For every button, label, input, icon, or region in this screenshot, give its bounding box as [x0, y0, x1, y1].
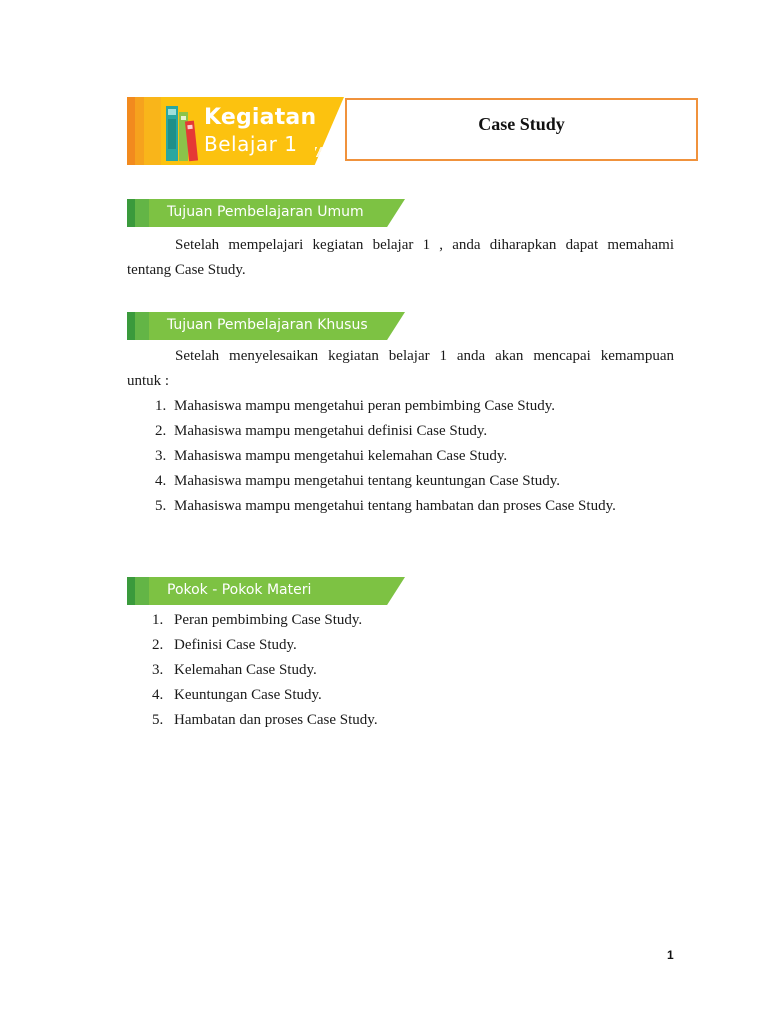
list-number: 5.	[152, 712, 164, 728]
list-number: 2.	[155, 423, 167, 439]
section-header-umum	[127, 199, 405, 227]
section-tab-mid	[135, 312, 149, 340]
kegiatan-banner	[127, 97, 344, 165]
section-tab-dark	[127, 199, 135, 227]
list-text: Keuntungan Case Study.	[174, 687, 322, 703]
section-header-khusus	[127, 312, 405, 340]
list-text: Mahasiswa mampu mengetahui peran pembimbing Case Study.	[174, 398, 556, 414]
section-tab-mid	[135, 577, 149, 605]
banner-stripe-gold	[144, 97, 161, 165]
list-text: Peran pembimbing Case Study.	[174, 612, 363, 628]
banner-hatch-decoration	[315, 147, 345, 157]
section-label: Tujuan Pembelajaran Khusus	[167, 317, 368, 333]
list-number: 3.	[155, 448, 167, 464]
list-number: 4.	[155, 473, 167, 489]
section-tab-mid	[135, 199, 149, 227]
banner-title-line1: Kegiatan	[204, 105, 317, 130]
paragraph-line: Setelah menyelesaikan kegiatan belajar 1 anda akan mencapai kemampuan	[175, 348, 674, 364]
banner-title-line2: Belajar 1	[204, 132, 298, 156]
list-number: 2.	[152, 637, 164, 653]
paragraph-umum	[127, 233, 674, 283]
list-number: 1.	[152, 612, 164, 628]
paragraph-line: untuk :	[127, 373, 170, 389]
list-text: Mahasiswa mampu mengetahui definisi Case Study.	[174, 423, 488, 439]
page-number: 1	[667, 948, 674, 962]
section-label: Tujuan Pembelajaran Umum	[167, 204, 364, 220]
banner-stripe-amber	[135, 97, 144, 165]
page-title: Case Study	[478, 114, 565, 134]
list-number: 3.	[152, 662, 164, 678]
banner-stripe-orange	[127, 97, 135, 165]
list-text: Mahasiswa mampu mengetahui kelemahan Case Study.	[174, 448, 508, 464]
section-tab-dark	[127, 577, 135, 605]
list-text: Mahasiswa mampu mengetahui tentang hambatan dan proses Case Study.	[174, 498, 616, 514]
list-text: Kelemahan Case Study.	[174, 662, 317, 678]
paragraph-line: Setelah mempelajari kegiatan belajar 1 , anda diharapkan dapat memahami	[175, 237, 674, 253]
paragraph-line: tentang Case Study.	[127, 262, 246, 278]
section-tab-dark	[127, 312, 135, 340]
title-box	[345, 98, 698, 161]
section-header-pokok	[127, 577, 405, 605]
list-text: Mahasiswa mampu mengetahui tentang keuntungan Case Study.	[174, 473, 561, 489]
books-icon	[165, 103, 199, 163]
list-number: 1.	[155, 398, 167, 414]
list-number: 5.	[155, 498, 167, 514]
list-text: Definisi Case Study.	[174, 637, 297, 653]
section-label: Pokok - Pokok Materi	[167, 582, 312, 598]
list-text: Hambatan dan proses Case Study.	[174, 712, 378, 728]
list-number: 4.	[152, 687, 164, 703]
paragraph-khusus	[127, 344, 674, 394]
